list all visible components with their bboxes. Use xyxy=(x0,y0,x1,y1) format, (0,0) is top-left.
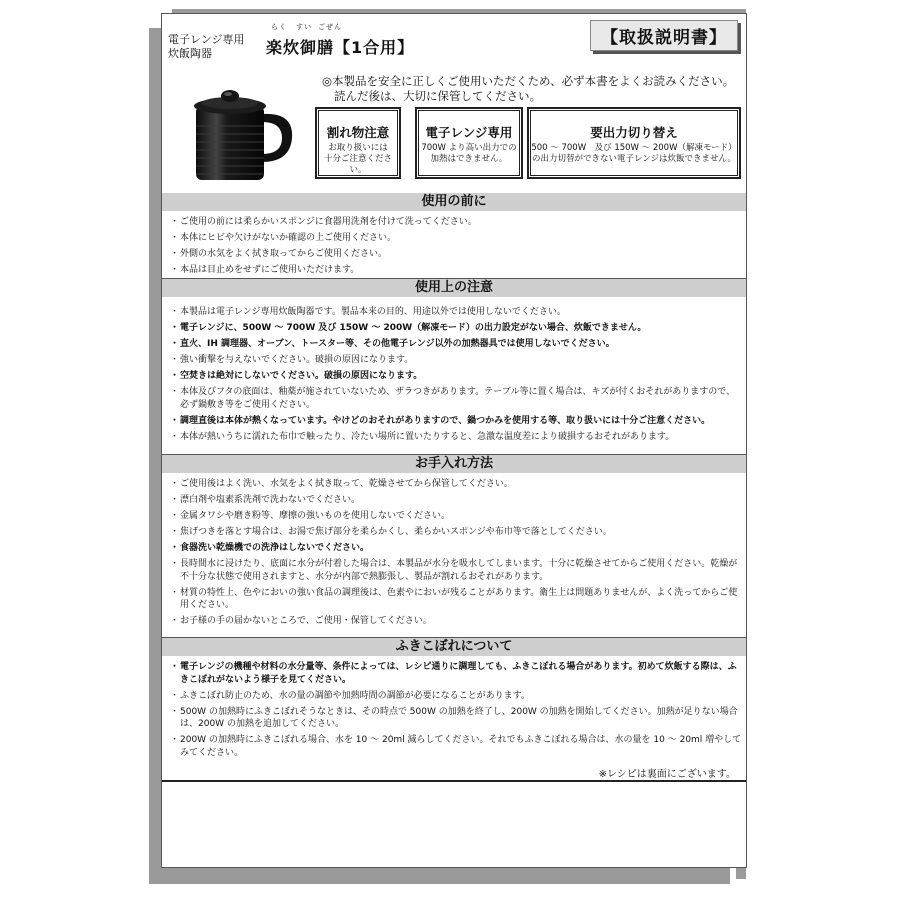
warning-box-body-2: の出力切替ができない電子レンジは炊飯できません。 xyxy=(531,154,737,164)
notice-line-1: ◎本製品を安全に正しくご使用いただくため、必ず本書をよくお読みください。 xyxy=(322,74,735,88)
list-item: ・ 本体が熱いうちに濡れた布巾で触ったり、冷たい場所に置いたりすると、急激な温度差により破損するおそれがあります。 xyxy=(172,431,742,444)
list-item: ・ 外側の水気をよく拭き取ってからご使用ください。 xyxy=(172,248,742,261)
product-name: 楽炊御膳【1合用】 xyxy=(266,38,415,57)
rice-cooker-pot-illustration xyxy=(178,76,298,188)
instruction-sheet xyxy=(161,13,747,868)
list-item: ・ 材質の特性上、色やにおいの強い食品の調理後は、色素やにおいが残ることがあります。衛生上は問題ありませんが、よく洗ってからご使用ください。 xyxy=(172,587,742,612)
section-list-before-use xyxy=(172,216,742,280)
ruby-1: らく xyxy=(271,23,287,31)
warning-box-title: 電子レンジ専用 xyxy=(425,125,513,140)
list-item: ・ 直火、IH 調理器、オーブン、トースター等、その他電子レンジ以外の加熱器具では使用しないでください。 xyxy=(172,338,742,351)
list-item: ・ 焦げつきを落とす場合は、お湯で焦げ部分を柔らかくし、柔らかいスポンジや布巾等で落としてください。 xyxy=(172,526,742,539)
section-list-boil-over xyxy=(172,661,742,763)
header xyxy=(162,14,746,204)
list-item: ・ 強い衝撃を与えないでください。破損の原因になります。 xyxy=(172,354,742,367)
list-item: ・ 漂白剤や塩素系洗剤で洗わないでください。 xyxy=(172,494,742,507)
list-item: ・ 200W の加熱時にふきこぼれる場合、水を 10 ～ 20ml 減らしてください。それでもふきこぼれる場合は、水の量を 10 ～ 20ml 増やしてみてください。 xyxy=(172,734,742,759)
warning-box-microwave-only xyxy=(418,110,520,176)
list-item: ・ 電子レンジの機種や材料の水分量等、条件によっては、レシピ通りに調理しても、ふきこぼれる場合があります。初めて炊飯する際は、ふきこぼれがないよう様子を見てください。 xyxy=(172,661,742,686)
list-item: ・ ご使用後はよく洗い、水気をよく拭き取って、乾燥させてから保管してください。 xyxy=(172,478,742,491)
content-end-line xyxy=(162,780,746,782)
section-list-usage-cautions xyxy=(172,306,742,447)
product-category xyxy=(168,33,268,61)
warning-box-body-1: お取り扱いには xyxy=(328,143,388,153)
section-title-boil-over: ふきこぼれについて xyxy=(162,638,746,656)
section-list-care xyxy=(172,478,742,631)
warning-box-body-2: 十分ご注意ください。 xyxy=(323,154,392,175)
safety-notice xyxy=(322,74,742,104)
ruby-2: すい xyxy=(296,23,312,31)
warning-box-title: 要出力切り替え xyxy=(590,125,678,140)
section-title-usage-cautions: 使用上の注意 xyxy=(162,279,746,297)
list-item: ・ ふきこぼれ防止のため、水の量の調節や加熱時間の調節が必要になることがあります。 xyxy=(172,690,742,703)
recipe-footnote: ※レシピは裏面にございます。 xyxy=(598,769,736,780)
warning-box-power-switch xyxy=(530,110,738,176)
section-title-care: お手入れ方法 xyxy=(162,455,746,473)
warning-box-body-1: 500 ～ 700W 及び 150W ～ 200W（解凍モード） xyxy=(531,143,737,153)
category-line-2: 炊飯陶器 xyxy=(168,47,212,60)
list-item: ・ 本製品は電子レンジ専用炊飯陶器です。製品本来の目的、用途以外では使用しないでください。 xyxy=(172,306,742,319)
notice-line-2: 読んだ後は、大切に保管してください。 xyxy=(334,89,541,103)
list-item: ・ 本体及びフタの底面は、釉薬が施されていないため、ザラつきがあります。テーブル等に置く場合は、キズが付くおそれがありますので、必ず鍋敷き等をご使用ください。 xyxy=(172,386,742,411)
list-item: ・ 本体にヒビや欠けがないか確認の上ご使用ください。 xyxy=(172,232,742,245)
list-item: ・ 調理直後は本体が熱くなっています。やけどのおそれがありますので、鍋つかみを使用する等、取り扱いには十分ご注意ください。 xyxy=(172,415,742,428)
list-item: ・ 電子レンジに、500W ～ 700W 及び 150W ～ 200W（解凍モード）の出力設定がない場合、炊飯できません。 xyxy=(172,322,742,335)
category-line-1: 電子レンジ専用 xyxy=(168,33,245,46)
list-item: ・ 食器洗い乾燥機での洗浄はしないでください。 xyxy=(172,542,742,555)
ruby-3: ごぜん xyxy=(318,23,342,31)
warning-box-body-1: 700W より高い出力での xyxy=(421,143,517,153)
list-item: ・ お子様の手の届かないところで、ご使用・保管してください。 xyxy=(172,615,742,628)
section-title-before-use: 使用の前に xyxy=(162,193,746,211)
list-item: ・ 本品は目止めをせずにご使用いただけます。 xyxy=(172,264,742,277)
warning-box-title: 割れ物注意 xyxy=(326,125,390,140)
list-item: ・ 500W の加熱時にふきこぼれそうなときは、その時点で 500W の加熱を終了し、200W の加熱を開始してください。加熱が足りない場合は、200W の加熱を追加してください。 xyxy=(172,706,742,731)
list-item: ・ ご使用の前には柔らかいスポンジに食器用洗剤を付けて洗ってください。 xyxy=(172,216,742,229)
warning-box-fragile xyxy=(318,110,398,176)
list-item: ・ 空焚きは絶対にしないでください。破損の原因になります。 xyxy=(172,370,742,383)
list-item: ・ 金属タワシや磨き粉等、摩擦の強いものを使用しないでください。 xyxy=(172,510,742,523)
warning-box-body-2: 加熱はできません。 xyxy=(430,154,508,164)
list-item: ・ 長時間水に浸けたり、底面に水分が付着した場合は、本製品が水分を吸水してしまいます。十分に乾燥させてからご使用ください。乾燥が不十分な状態で使用されますと、水分が内部で熱膨張し、製品が割れるおそれがあります。 xyxy=(172,558,742,583)
manual-label: 【取扱説明書】 xyxy=(590,20,738,51)
